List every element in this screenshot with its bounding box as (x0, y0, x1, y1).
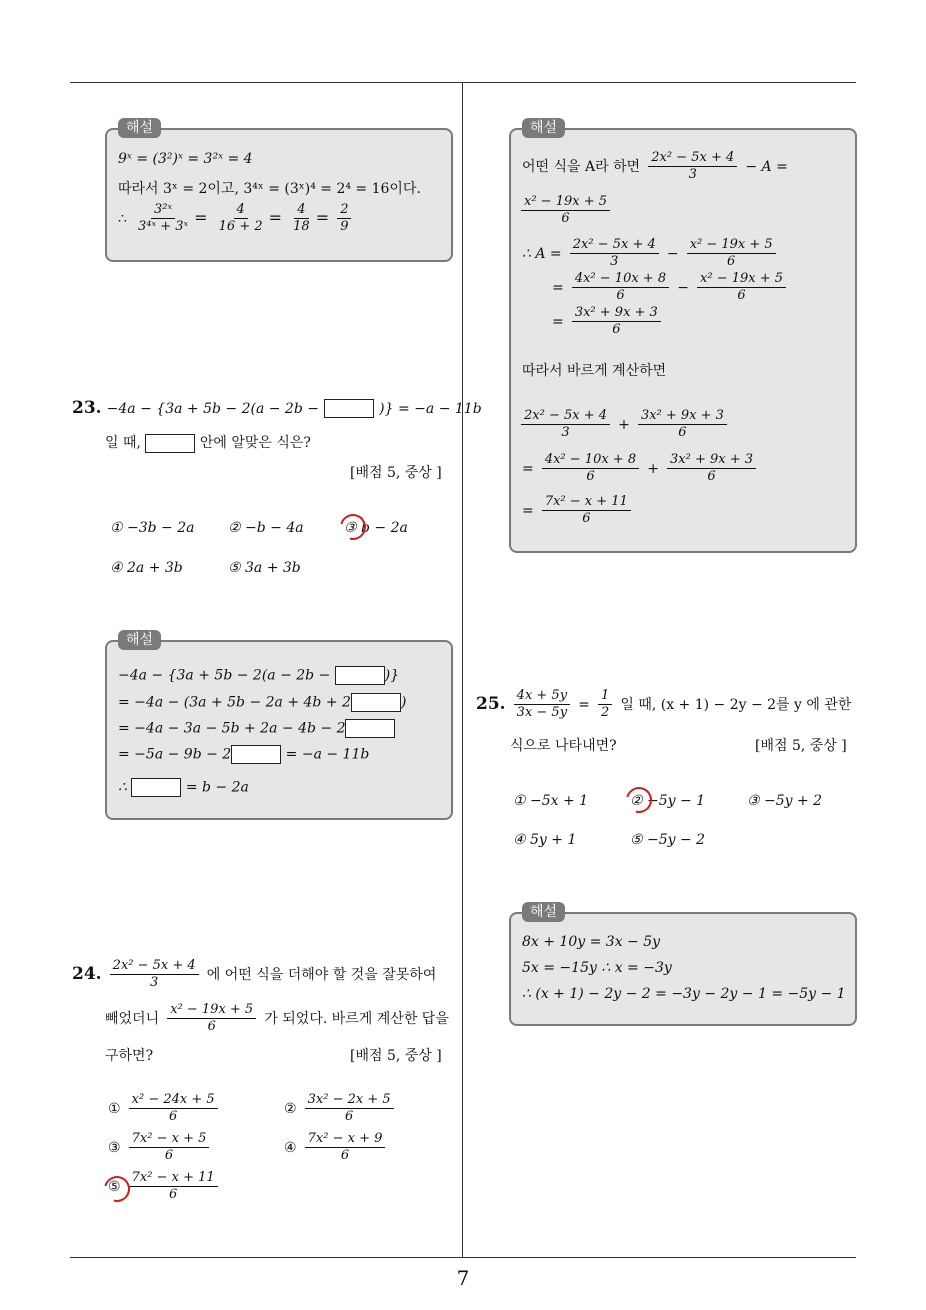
option-2[interactable]: ② $\frac{\text{3x² − 2x + 5}}{6}$ (284, 1092, 397, 1125)
sol24-mid: 따라서 바르게 계산하면 (522, 363, 667, 379)
option-4[interactable]: ④ $\frac{\text{7x² − x + 9}}{6}$ (284, 1131, 388, 1164)
fraction: $\frac{\text{3²ˣ}}{\text{3⁴ˣ + 3ˣ}}$ (138, 202, 189, 234)
question-text: 에 어떤 식을 더해야 할 것을 잘못하여 (206, 967, 437, 983)
option-4[interactable]: ④ 2a + 3b (110, 560, 183, 576)
question-23 (72, 398, 482, 418)
question-expression-end: )} = −a − 11b (379, 401, 482, 417)
option-4[interactable]: ④ 5y + 1 (513, 832, 577, 848)
question-text: 일 때, (105, 435, 141, 451)
sol25-line2: 5x = −15y ∴ x = −3y (522, 960, 672, 976)
solution-tag: 해설 (522, 902, 565, 922)
sol24-intro-2: $\frac{\text{x² − 19x + 5}}{6}$ (518, 194, 613, 227)
sol22-line3: ∴ $\frac{\text{3²ˣ}}{\text{3⁴ˣ + 3ˣ}}$ = $\frac{4}{16 + 2}$ = $\frac{4}{18}$ = $\frac{2}{9}$ (118, 202, 354, 235)
answer-blank (131, 778, 181, 797)
option-3[interactable]: ③ $\frac{\text{7x² − x + 5}}{6}$ (108, 1131, 212, 1164)
sol23-line2: = −4a − (3a + 5b − 2a + 4b + 2 ) (118, 694, 407, 711)
top-rule (70, 82, 856, 83)
option-1[interactable]: ① −5x + 1 (513, 793, 589, 809)
fraction: $\frac{4}{16 + 2}$ (218, 202, 263, 234)
option-5[interactable]: ⑤ $\frac{\text{7x² − x + 11}}{6}$ (108, 1170, 221, 1203)
sol22-line2: 따라서 3ˣ = 2이고, 3⁴ˣ = (3ˣ)⁴ = 2⁴ = 16이다. (118, 181, 421, 197)
column-divider (462, 83, 463, 1258)
question-points: [배점 5, 중상 ] (350, 1048, 442, 1064)
option-1[interactable]: ① $\frac{\text{x² − 24x + 5}}{6}$ (108, 1092, 221, 1125)
question-number: 23. (72, 398, 102, 418)
question-text: 식으로 나타내면? (510, 738, 617, 754)
question-number: 24. (72, 964, 102, 984)
option-1[interactable]: ① −3b − 2a (110, 520, 195, 536)
question-text: 가 되었다. 바르게 계산한 답을 (264, 1011, 449, 1027)
question-25: 25. $\frac{4x + 5y}{3x - 5y}$ = $\frac{1}{2}$ 일 때, (x + 1) − 2y − 2를 y 에 관한 (476, 688, 852, 720)
answer-blank (335, 666, 385, 685)
question-text: 안에 알맞은 식은? (199, 435, 311, 451)
option-2[interactable]: ② −5y − 1 (630, 793, 706, 809)
sol24-sum3: = $\frac{\text{7x² − x + 11}}{6}$ (522, 494, 634, 527)
therefore-symbol: ∴ (118, 211, 127, 227)
fraction: $\frac{2}{9}$ (337, 202, 351, 235)
option-5[interactable]: ⑤ 3a + 3b (228, 560, 301, 576)
fraction: $\frac{\text{2x² − 5x + 4}}{3}$ (110, 958, 199, 991)
question-24-line2 (105, 1002, 449, 1035)
answer-blank (231, 745, 281, 764)
option-5[interactable]: ⑤ −5y − 2 (630, 832, 706, 848)
option-3[interactable]: ③ −5y + 2 (747, 793, 823, 809)
bottom-rule (70, 1257, 856, 1258)
option-2[interactable]: ② −b − 4a (228, 520, 304, 536)
question-text: 빼었더니 (105, 1011, 160, 1027)
sol24-sum2: = $\frac{\text{4x² − 10x + 8}}{6}$ + $\frac{\text{3x² + 9x + 3}}{6}$ (522, 452, 759, 485)
solution-tag: 해설 (118, 630, 161, 650)
question-expression: −4a − {3a + 5b − 2(a − 2b − (106, 401, 319, 417)
sol24-row3: = $\frac{\text{3x² + 9x + 3}}{6}$ (552, 305, 664, 338)
answer-mark-circle (621, 782, 657, 818)
sol25-line3: ∴ (x + 1) − 2y − 2 = −3y − 2y − 1 = −5y − 1 (522, 986, 846, 1002)
solution-tag: 해설 (118, 118, 161, 138)
sol23-line3: = −4a − 3a − 5b + 2a − 4b − 2 (118, 719, 395, 738)
answer-blank (324, 399, 374, 418)
sol23-line4: = −5a − 9b − 2 = −a − 11b (118, 746, 370, 763)
question-text: 일 때, (x + 1) − 2y − 2를 y 에 관한 (620, 697, 852, 713)
sol24-sum1: $\frac{\text{2x² − 5x + 4}}{3}$ + $\frac{\text{3x² + 9x + 3}}{6}$ (518, 408, 730, 441)
fraction: $\frac{4}{18}$ (293, 202, 310, 234)
sol24-row2: = $\frac{\text{4x² − 10x + 8}}{6}$ − $\frac{\text{x² − 19x + 5}}{6}$ (552, 271, 789, 304)
question-23-text (105, 432, 311, 453)
sol22-line1: 9ˣ = (3²)ˣ = 3²ˣ = 4 (118, 151, 253, 167)
fraction: $\frac{\text{x² − 19x + 5}}{6}$ (167, 1002, 256, 1035)
sol25-line1: 8x + 10y = 3x − 5y (522, 934, 661, 950)
answer-blank (145, 434, 195, 453)
sol24-row1: ∴ A = $\frac{\text{2x² − 5x + 4}}{3}$ − $\frac{\text{x² − 19x + 5}}{6}$ (522, 237, 779, 270)
sol23-line5: ∴ = b − 2a (118, 779, 249, 796)
answer-mark-circle (335, 509, 371, 545)
sol24-intro: 어떤 식을 A라 하면 $\frac{\text{2x² − 5x + 4}}{3}$ − A = (522, 150, 788, 182)
solution-tag: 해설 (522, 118, 565, 138)
answer-blank (351, 693, 401, 712)
question-text: 구하면? (105, 1048, 154, 1064)
question-points: [배점 5, 중상 ] (755, 738, 847, 754)
question-points: [배점 5, 중상 ] (350, 465, 442, 481)
page-number: 7 (456, 1266, 470, 1290)
question-number: 25. (476, 694, 506, 714)
answer-blank (345, 719, 395, 738)
option-3[interactable]: ③ b − 2a (344, 520, 408, 536)
solution-box-24 (509, 128, 857, 553)
question-24 (72, 958, 436, 991)
sol23-line1: −4a − {3a + 5b − 2(a − 2b − )} (118, 667, 400, 684)
